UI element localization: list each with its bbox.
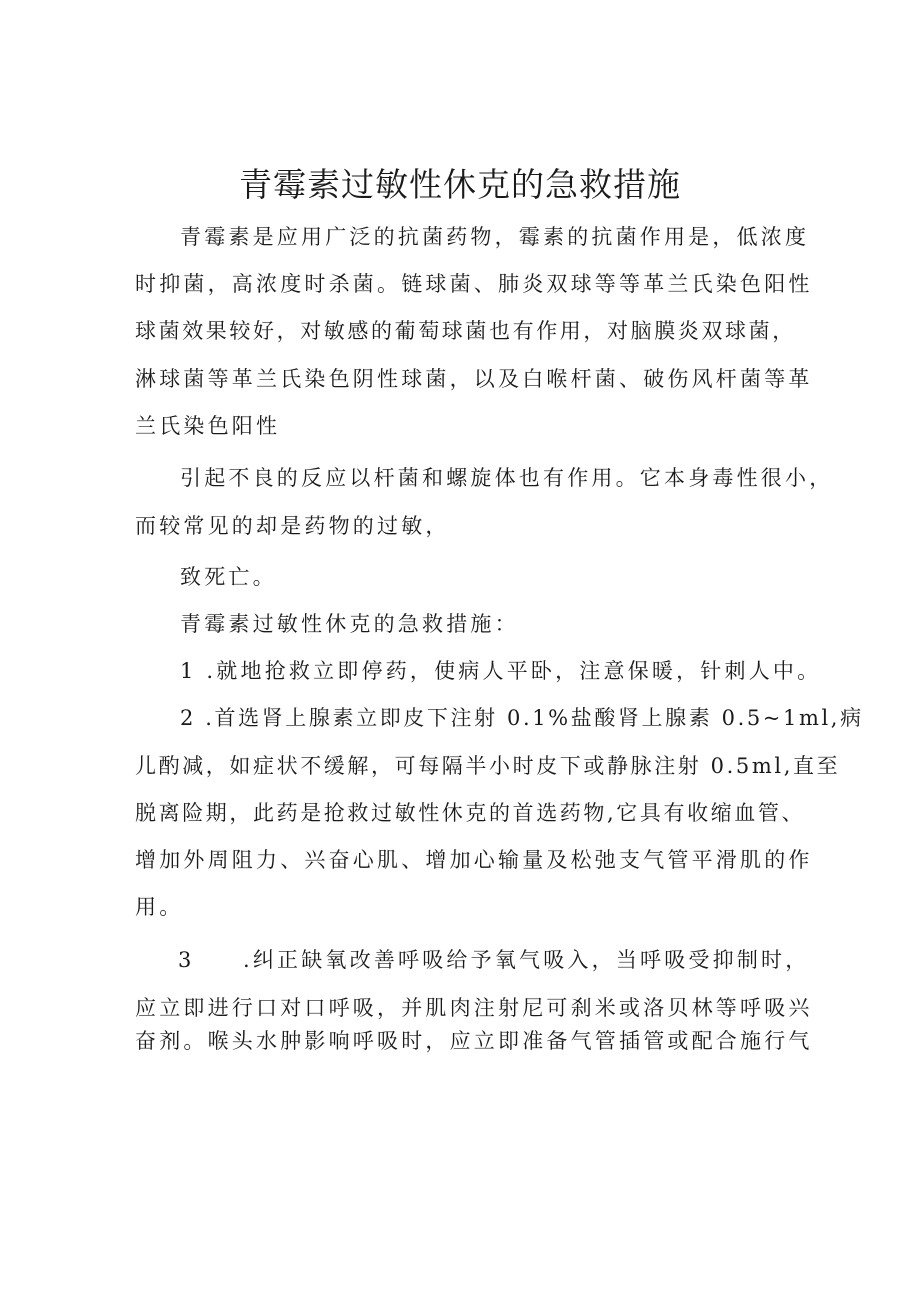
paragraph-line: 而较常见的却是药物的过敏， — [135, 514, 450, 538]
paragraph-line: 青霉素过敏性休克的急救措施： — [180, 612, 519, 636]
list-item-line: 应立即进行口对口呼吸，并肌肉注射尼可刹米或洛贝林等呼吸兴 — [135, 996, 813, 1020]
list-item-line: 1 .就地抢救立即停药，使病人平卧，注意保暖，针刺人中。 — [180, 659, 822, 683]
list-item-line: 儿酌减，如症状不缓解，可每隔半小时皮下或静脉注射 0.5ml,直至 — [135, 754, 841, 778]
paragraph-line: 时抑菌，高浓度时杀菌。链球菌、肺炎双球等等革兰氏染色阳性 — [135, 272, 813, 296]
list-item-line: 2 .首选肾上腺素立即皮下注射 0.1%盐酸肾上腺素 0.5~1ml,病 — [180, 706, 864, 730]
list-item-line: 脱离险期，此药是抢救过敏性休克的首选药物,它具有收缩血管、 — [135, 801, 806, 825]
paragraph-line: 青霉素是应用广泛的抗菌药物，霉素的抗菌作用是，低浓度 — [180, 225, 810, 249]
paragraph-line: 致死亡。 — [180, 565, 277, 589]
paragraph-line: 球菌效果较好，对敏感的葡萄球菌也有作用，对脑膜炎双球菌， — [135, 319, 796, 343]
list-item-line: 用。 — [135, 895, 184, 919]
list-item-line: 增加外周阻力、兴奋心肌、增加心输量及松弛支气管平滑肌的作 — [135, 848, 813, 872]
paragraph-line: 兰氏染色阳性 — [135, 414, 281, 438]
paragraph-line: 引起不良的反应以杆菌和螺旋体也有作用。它本身毒性很小， — [180, 466, 834, 490]
list-item-line: 3 .纠正缺氧改善呼吸给予氧气吸入，当呼吸受抑制时， — [178, 948, 810, 972]
paragraph-line: 淋球菌等革兰氏染色阴性球菌，以及白喉杆菌、破伤风杆菌等革 — [135, 367, 813, 391]
list-item-line: 奋剂。喉头水肿影响呼吸时，应立即准备气管插管或配合施行气 — [135, 1029, 813, 1053]
document-title: 青霉素过敏性休克的急救措施 — [239, 165, 681, 204]
